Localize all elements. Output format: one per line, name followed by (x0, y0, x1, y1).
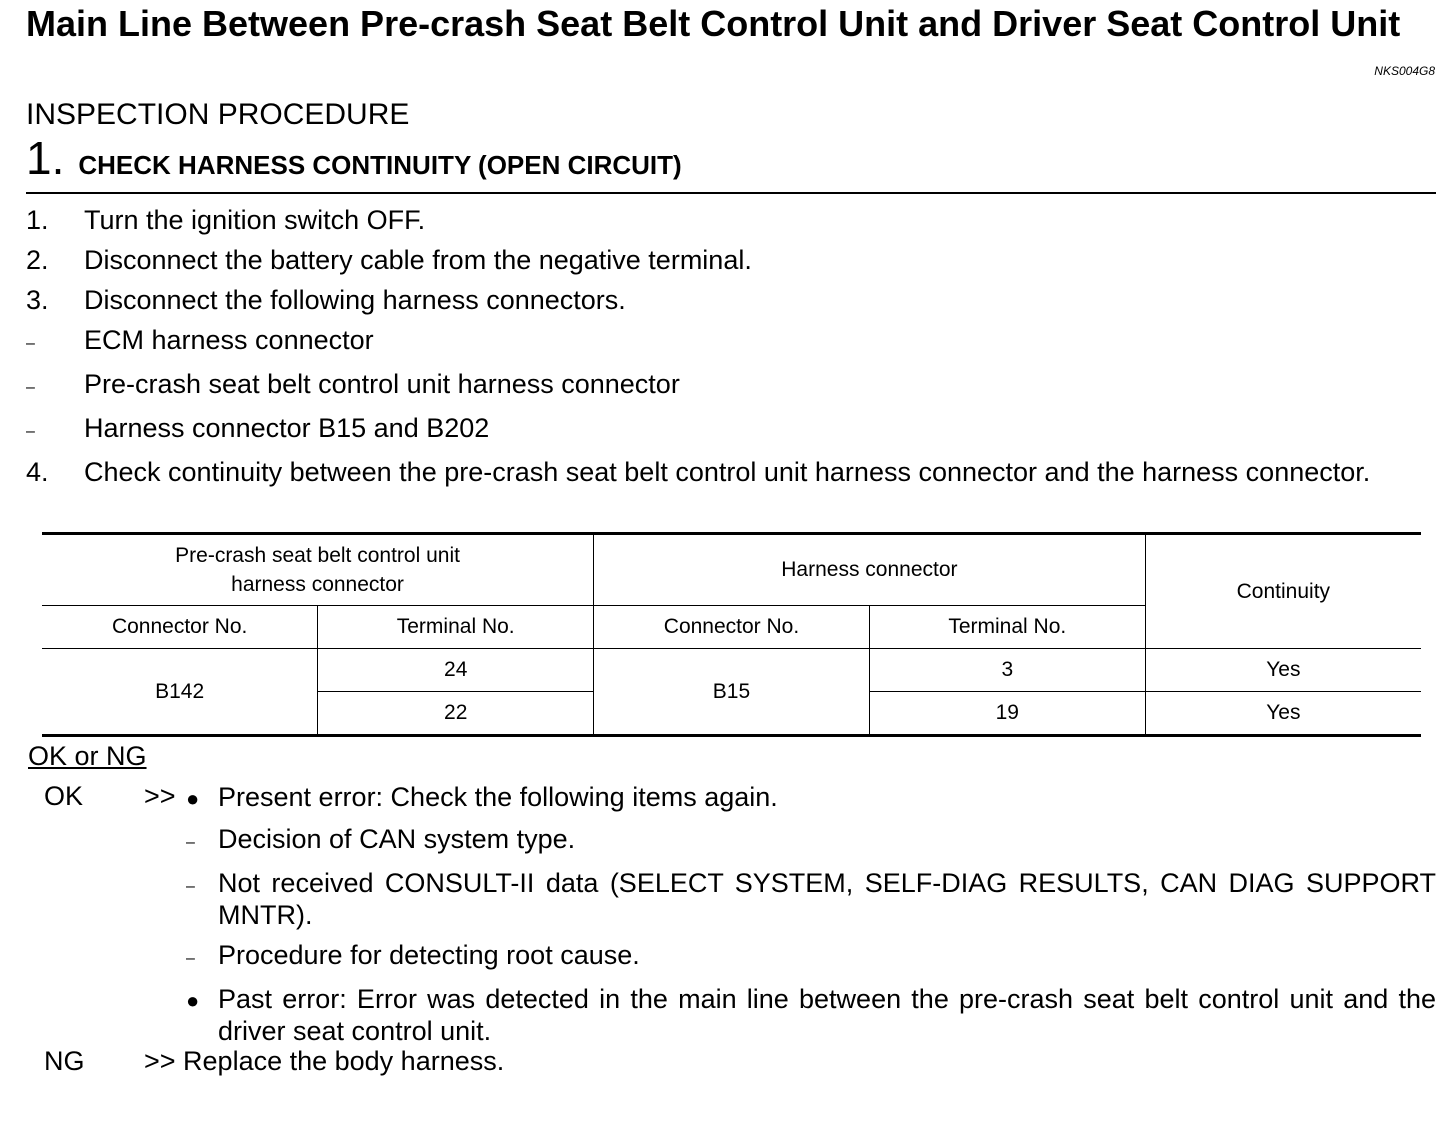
result-item (186, 781, 1436, 815)
step-marker: 4. (26, 457, 49, 487)
header-harness-connector: Harness connector (594, 534, 1146, 606)
procedure-step (26, 244, 1436, 276)
step-text: Pre-crash seat belt control unit harness connector (84, 369, 680, 399)
subheader-connector-no: Connector No. (42, 606, 318, 649)
step-marker: 1. (26, 205, 49, 235)
cell-connector-a: B142 (42, 649, 318, 736)
procedure-substep (26, 324, 1436, 360)
ng-action-text: >> Replace the body harness. (144, 1046, 505, 1076)
step-text: Turn the ignition switch OFF. (84, 205, 426, 235)
subheader-terminal-no: Terminal No. (318, 606, 594, 649)
step-number: 1. (26, 132, 65, 184)
bullet-icon: ● (186, 786, 200, 811)
cell-terminal-a: 24 (318, 649, 594, 692)
step-title: CHECK HARNESS CONTINUITY (OPEN CIRCUIT) (78, 150, 682, 180)
table-header-row (42, 534, 1421, 606)
dash-marker: – (186, 834, 195, 851)
header-continuity: Continuity (1145, 534, 1421, 649)
ok-result-items (186, 781, 1436, 1055)
ok-ng-label: OK or NG (28, 741, 147, 771)
subheader-connector-no: Connector No. (594, 606, 870, 649)
step-heading (26, 132, 682, 184)
continuity-table (42, 532, 1421, 737)
dash-marker: – (26, 423, 35, 440)
result-item-text: Not received CONSULT-II data (SELECT SYSTEM, SELF-DIAG RESULTS, CAN DIAG SUPPORT MNTR). (218, 868, 1436, 930)
result-subitem (186, 867, 1436, 931)
subheader-terminal-no: Terminal No. (869, 606, 1145, 649)
dash-marker: – (186, 950, 195, 967)
cell-continuity-result: Yes (1145, 649, 1421, 692)
step-marker: 3. (26, 285, 49, 315)
dash-marker: – (26, 379, 35, 396)
cell-terminal-b: 19 (869, 692, 1145, 736)
step-text: Disconnect the battery cable from the negative terminal. (84, 245, 752, 275)
result-item-text: Decision of CAN system type. (218, 824, 576, 854)
table-row (42, 649, 1421, 692)
result-item-text: Present error: Check the following items again. (218, 782, 778, 812)
header-precrash-text: Pre-crash seat belt control unit harness connector (175, 544, 460, 596)
section-heading: INSPECTION PROCEDURE (26, 98, 410, 131)
result-subitem (186, 939, 1436, 975)
step-text: ECM harness connector (84, 325, 374, 355)
page-title: Main Line Between Pre-crash Seat Belt Control Unit and Driver Seat Control Unit (26, 3, 1401, 44)
result-subitem (186, 823, 1436, 859)
procedure-step (26, 204, 1436, 236)
heading-divider (26, 192, 1436, 194)
ng-code: NG (44, 1046, 85, 1076)
step-text: Harness connector B15 and B202 (84, 413, 490, 443)
cell-connector-b: B15 (594, 649, 870, 736)
document-code: NKS004G8 (1374, 64, 1435, 78)
dash-marker: – (186, 878, 195, 895)
cell-terminal-b: 3 (869, 649, 1145, 692)
result-item (186, 983, 1436, 1047)
ok-arrow: >> (144, 781, 176, 811)
cell-continuity-result: Yes (1145, 692, 1421, 736)
ok-code: OK (44, 781, 84, 811)
step-text: Disconnect the following harness connectors. (84, 285, 626, 315)
procedure-substep (26, 412, 1436, 448)
result-item-text: Procedure for detecting root cause. (218, 940, 640, 970)
dash-marker: – (26, 335, 35, 352)
header-precrash-connector (42, 534, 594, 606)
step-text: Check continuity between the pre-crash seat belt control unit harness connector and the harness connector. (84, 457, 1371, 487)
cell-terminal-a: 22 (318, 692, 594, 736)
procedure-step (26, 456, 1436, 488)
result-item-text: Past error: Error was detected in the main line between the pre-crash seat belt control unit and the driver seat control unit. (218, 984, 1436, 1046)
bullet-icon: ● (186, 988, 200, 1013)
step-marker: 2. (26, 245, 49, 275)
procedure-step (26, 284, 1436, 316)
procedure-substep (26, 368, 1436, 404)
procedure-steps (26, 204, 1436, 496)
